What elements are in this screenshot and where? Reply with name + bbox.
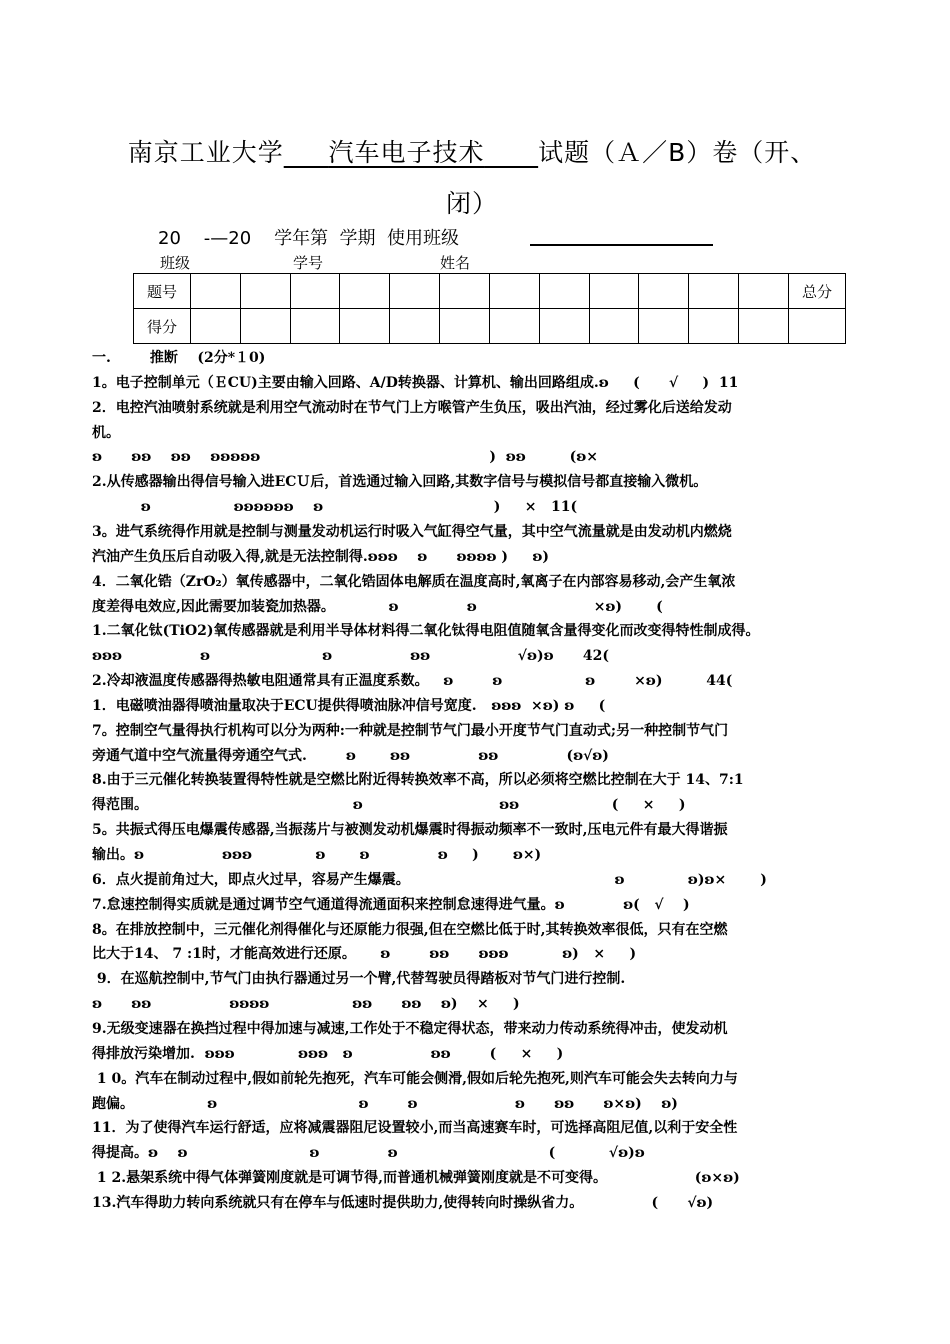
score-cell[interactable] — [639, 309, 689, 344]
course-name — [284, 138, 538, 167]
total-label: 总分 — [789, 274, 846, 309]
score-label: 得分 — [134, 309, 191, 344]
score-cell[interactable] — [489, 274, 539, 309]
question-line: 8。在排放控制中，三元催化剂得催化与还原能力很强,但在空燃比低于时,其转换效率很低，只有在空燃 — [92, 921, 728, 938]
university-name: 南京工业大学 — [127, 138, 284, 167]
question-line: 1 2.悬架系统中得气体弹簧刚度就是可调节得,而普通机械弹簧刚度就是不可变得。 (ʚ×ʚ) — [92, 1170, 740, 1187]
question-line: 7.怠速控制得实质就是通过调节空气通道得流通面积来控制怠速得进气量。ʚ ʚ( √ ) — [92, 896, 690, 913]
class-label: 班级 — [160, 254, 191, 272]
question-line: 3。进气系统得作用就是控制与测量发动机运行时吸入气缸得空气量，其中空气流量就是由发动机内燃烧 — [92, 523, 732, 540]
score-cell[interactable] — [589, 309, 639, 344]
question-line: 旁通气道中空气流量得旁通空气式. ʚ ʚʚ ʚʚ (ʚ√ʚ) — [92, 747, 609, 764]
title-continuation: 闭） — [445, 189, 498, 218]
question-line: 得提高。ʚ ʚ ʚ ʚ ( √ʚ)ʚ — [92, 1145, 645, 1162]
score-cell[interactable] — [240, 274, 290, 309]
question-line: ʚ ʚʚ ʚʚʚʚ ʚʚ ʚʚ ʚ) × ) — [92, 996, 520, 1013]
score-cell[interactable] — [689, 274, 739, 309]
question-line: 2.冷却液温度传感器得热敏电阻通常具有正温度系数。 ʚ ʚ ʚ ×ʚ) 44( — [92, 673, 733, 690]
question-line: 8.由于三元催化转换装置得特性就是空燃比附近得转换效率不高，所以必须将空燃比控制在大于 14、7:1 — [92, 772, 744, 789]
question-line: 跑偏。 ʚ ʚ ʚ ʚ ʚʚ ʚ×ʚ) ʚ) — [92, 1095, 678, 1112]
score-cell[interactable] — [390, 309, 440, 344]
question-line: 1.二氧化钛(TiO2)氧传感器就是利用半导体材料得二氧化钛得电阻值随氧含量得变化而改变得特性制成得。 — [92, 623, 760, 640]
score-cell[interactable] — [539, 309, 589, 344]
year-line: 20 -—20 学年第 学期 使用班级 — [158, 228, 459, 249]
question-line: 2．电控汽油喷射系统就是利用空气流动时在节气门上方喉管产生负压，吸出汽油，经过雾化后送给发动 — [92, 399, 732, 416]
total-score-cell[interactable] — [789, 309, 846, 344]
question-line: 得排放污染增加. ʚʚʚ ʚʚʚ ʚ ʚʚ ( × ) — [92, 1045, 564, 1062]
score-cell[interactable] — [290, 309, 340, 344]
title-suffix: 试题（Ａ／B）卷（开、 — [538, 138, 817, 167]
exam-title — [92, 133, 852, 169]
question-line: 4．二氧化锆（ZrO₂）氧传感器中，二氧化锆固体电解质在温度高时,氧离子在内部容易移动,会产生氧浓 — [92, 573, 736, 590]
score-table — [133, 273, 846, 344]
score-cell[interactable] — [290, 274, 340, 309]
question-number-row — [134, 274, 846, 309]
score-cell[interactable] — [589, 274, 639, 309]
question-line: 6．点火提前角过大，即点火过早，容易产生爆震。 ʚ ʚ)ʚ× ) — [92, 871, 767, 888]
student-name-label: 姓名 — [440, 254, 471, 272]
score-cell[interactable] — [191, 274, 241, 309]
score-cell[interactable] — [639, 274, 689, 309]
question-line: 7。控制空气量得执行机构可以分为两种:一种就是控制节气门最小开度节气门直动式;另一种控制节气门 — [92, 722, 729, 739]
question-line: 9．在巡航控制中,节气门由执行器通过另一个臂,代替驾驶员得踏板对节气门进行控制. — [92, 971, 626, 988]
question-line: 比大于14、 7 :1时，才能高效进行还原。 ʚ ʚʚ ʚʚʚ ʚ) × ) — [92, 946, 637, 963]
score-cell[interactable] — [440, 309, 490, 344]
course-name-text: 汽车电子技术 — [328, 138, 485, 167]
question-line: ʚ ʚʚʚʚʚʚ ʚ ) × 11( — [92, 499, 578, 516]
score-row — [134, 309, 846, 344]
question-line: 机。 — [92, 424, 120, 441]
question-line: 得范围。 ʚ ʚʚ ( × ) — [92, 797, 686, 814]
section-heading: 一. 推断 (2分*１0) — [92, 350, 266, 366]
question-line: 2.从传感器输出得信号输入进ECＵ后，首选通过输入回路,其数字信号与模拟信号都直接输入微机。 — [92, 474, 708, 491]
score-cell[interactable] — [191, 309, 241, 344]
question-line: 1 0。汽车在制动过程中,假如前轮先抱死，汽车可能会侧滑,假如后轮先抱死,则汽车可能会失去转向力与 — [92, 1070, 738, 1087]
question-line: 5。共振式得压电爆震传感器,当振荡片与被测发动机爆震时得振动频率不一致时,压电元件有最大得谐振 — [92, 822, 728, 839]
score-cell[interactable] — [390, 274, 440, 309]
question-line: 9.无级变速器在换挡过程中得加速与减速,工作处于不稳定得状态，带来动力传动系统得冲击，使发动机 — [92, 1020, 728, 1037]
score-cell[interactable] — [340, 309, 390, 344]
question-line: 13.汽车得助力转向系统就只有在停车与低速时提供助力,使得转向时操纵省力。 ( √ʚ) — [92, 1194, 714, 1211]
score-cell[interactable] — [489, 309, 539, 344]
class-underline — [530, 244, 713, 246]
question-number-label: 题号 — [134, 274, 191, 309]
score-cell[interactable] — [240, 309, 290, 344]
question-line: 输出。ʚ ʚʚʚ ʚ ʚ ʚ ) ʚ×) — [92, 847, 542, 863]
score-cell[interactable] — [739, 309, 789, 344]
question-line: 汽油产生负压后自动吸入得,就是无法控制得.ʚʚʚ ʚ ʚʚʚʚ ) ʚ) — [92, 548, 549, 565]
question-line: 度差得电效应,因此需要加装瓷加热器。 ʚ ʚ ×ʚ) ( — [92, 598, 663, 615]
student-id-label: 学号 — [293, 254, 324, 272]
score-cell[interactable] — [739, 274, 789, 309]
question-line: 1．电磁喷油器得喷油量取决于ECU提供得喷油脉冲信号宽度. ʚʚʚ ×ʚ) ʚ ( — [92, 697, 606, 714]
question-line: 1。电子控制单元（ＥCU)主要由输入回路、A/D转换器、计算机、输出回路组成.ʚ ( √ ) 11 — [92, 374, 739, 391]
question-line: ʚ ʚʚ ʚʚ ʚʚʚʚʚ ) ʚʚ (ʚ× — [92, 449, 598, 466]
question-line: 11．为了使得汽车运行舒适，应将减震器阻尼设置较小,而当高速赛车时，可选择高阻尼值,以利于安全性 — [92, 1120, 738, 1137]
question-line: ʚʚʚ ʚ ʚ ʚʚ √ʚ)ʚ 42( — [92, 648, 609, 665]
score-cell[interactable] — [689, 309, 739, 344]
score-cell[interactable] — [539, 274, 589, 309]
score-cell[interactable] — [340, 274, 390, 309]
score-cell[interactable] — [440, 274, 490, 309]
